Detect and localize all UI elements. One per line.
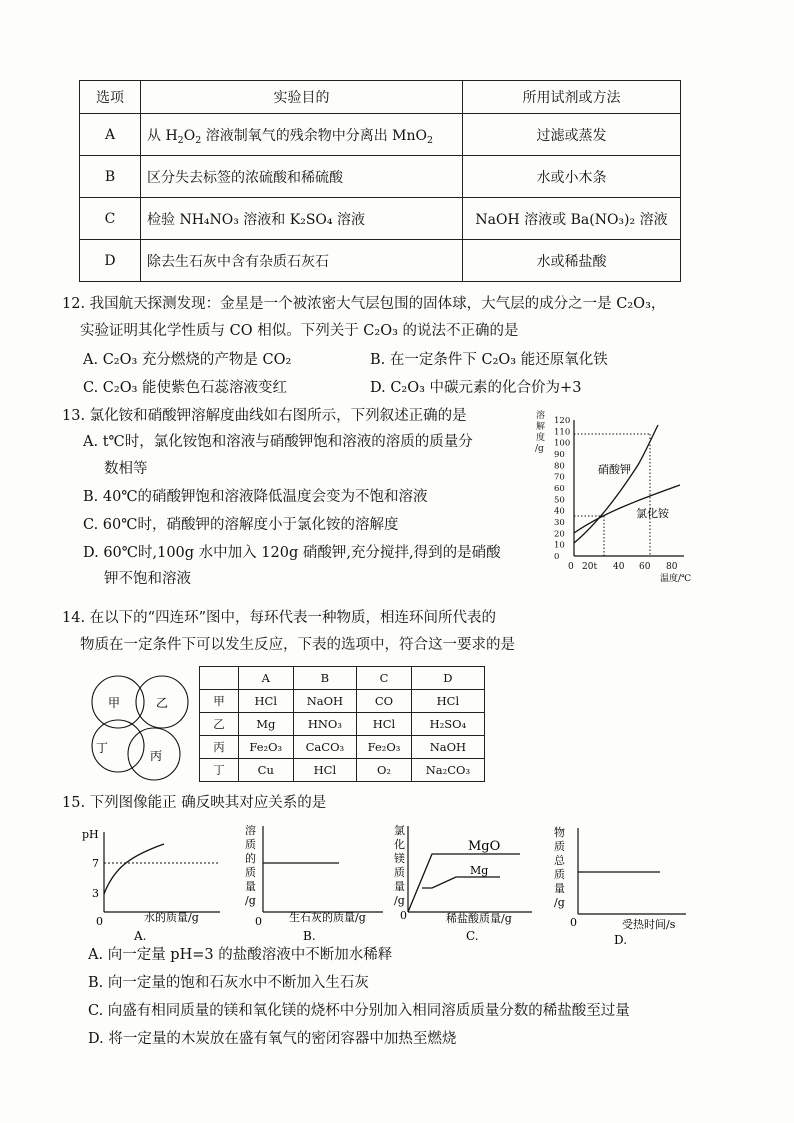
ylabel-char: 化	[394, 838, 405, 851]
table-row	[80, 198, 681, 240]
ring-label-ding: 丁	[96, 741, 109, 755]
y-tick-label: 80	[554, 461, 565, 472]
ylabel-char: 物	[554, 826, 565, 839]
y-tick-label: 50	[554, 495, 565, 506]
q13-option-a-line2: 数相等	[104, 461, 148, 477]
graph-a-tick-3: 3	[92, 887, 99, 900]
cell: Fe₂O₃	[357, 736, 412, 759]
y-tick-label: 20	[554, 529, 565, 540]
y-tick-label: 90	[554, 450, 565, 460]
q13-option-d-line1: D. 60℃时,100g 水中加入 120g 硝酸钾,充分搅拌,得到的是硝酸	[83, 545, 501, 561]
table-row	[200, 736, 485, 759]
ring-label-yi: 乙	[156, 696, 169, 710]
chart-ylabel-4: /g	[535, 444, 544, 454]
table-row	[200, 713, 485, 736]
cell: Fe₂O₃	[239, 736, 294, 759]
q15-option-b: B. 向一定量的饱和石灰水中不断加入生石灰	[88, 975, 369, 991]
x-tick-label: 60	[639, 562, 651, 572]
graph-a-curve	[104, 844, 164, 894]
table-header-row	[80, 81, 681, 114]
header-goal: 实验目的	[141, 81, 463, 114]
q14-options-table	[199, 666, 485, 782]
row-head: 乙	[200, 713, 239, 736]
chart-ylabel-2: 解	[536, 422, 546, 432]
row-option: A	[80, 114, 141, 156]
graph-d	[552, 822, 712, 950]
cell: CaCO₃	[293, 736, 357, 759]
q13-option-c: C. 60℃时，硝酸钾的溶解度小于氯化铵的溶解度	[83, 517, 399, 533]
q14-col-a: A	[239, 667, 294, 690]
solubility-chart	[528, 405, 710, 587]
chart-xlabel: 温度/℃	[660, 574, 692, 584]
q14-stem-line2: 物质在一定条件下可以发生反应，下表的选项中，符合这一要求的是	[80, 637, 515, 653]
x-tick-label: 20t	[582, 562, 598, 572]
cell: NaOH	[411, 736, 484, 759]
nh4cl-label: 氯化铵	[636, 507, 669, 520]
ylabel-char: /g	[245, 894, 256, 907]
q13-option-d-line2: 钾不饱和溶液	[104, 571, 191, 587]
four-rings-diagram	[88, 672, 194, 784]
ylabel-char: 溶	[245, 824, 256, 837]
cell: HCl	[411, 690, 484, 713]
graph-d-xlabel: 受热时间/s	[622, 918, 676, 931]
ylabel-char: 量	[394, 880, 405, 893]
row-goal: 从 $H_2O_2$ 溶液制氧气的残余物中分离出 MnO$_2$	[141, 114, 463, 156]
graph-a-xlabel: 水的质量/g	[144, 911, 199, 924]
row-option: C	[80, 198, 141, 240]
cell: NaOH	[293, 690, 357, 713]
graph-b	[243, 822, 393, 944]
y-tick-label: 70	[554, 472, 565, 483]
graph-a-origin: 0	[96, 915, 103, 928]
q14-col-c: C	[357, 667, 412, 690]
row-method: 水或稀盐酸	[463, 240, 681, 282]
header-method: 所用试剂或方法	[463, 81, 681, 114]
graph-c-caption: C.	[466, 929, 479, 943]
row-goal: 除去生石灰中含有杂质石灰石	[141, 240, 463, 282]
cell: H₂SO₄	[411, 713, 484, 736]
row-goal: 检验 NH₄NO₃ 溶液和 K₂SO₄ 溶液	[141, 198, 463, 240]
ring-label-bing: 丙	[150, 749, 163, 763]
row-method: 过滤或蒸发	[463, 114, 681, 156]
cell: Na₂CO₃	[411, 759, 484, 782]
q13-stem: 13. 氯化铵和硝酸钾溶解度曲线如右图所示，下列叙述正确的是	[62, 408, 467, 424]
graph-c-mgo-label: MgO	[468, 839, 501, 854]
q15-option-c: C. 向盛有相同质量的镁和氧化镁的烧杯中分别加入相同溶质质量分数的稀盐酸至过量	[88, 1003, 630, 1019]
cell: Cu	[239, 759, 294, 782]
ylabel-char: 量	[554, 882, 565, 895]
q15-option-a: A. 向一定量 pH=3 的盐酸溶液中不断加水稀释	[88, 947, 393, 963]
x-tick-label: 40	[613, 562, 625, 572]
q14-col-b: B	[293, 667, 357, 690]
ylabel-char: 质	[394, 866, 405, 879]
ring-label-jia: 甲	[108, 696, 121, 710]
y-tick-label: 30	[554, 518, 565, 528]
experiment-table	[79, 80, 681, 282]
y-tick-label: 0	[554, 552, 560, 562]
q12-stem-line2: 实验证明其化学性质与 CO 相似。下列关于 C₂O₃ 的说法不正确的是	[80, 323, 519, 339]
ylabel-char: 总	[554, 854, 565, 867]
cell: HNO₃	[293, 713, 357, 736]
graph-a-ylabel: pH	[82, 828, 99, 841]
y-tick-label: 110	[554, 427, 571, 438]
ylabel-char: 的	[245, 852, 256, 865]
ylabel-char: 质	[245, 838, 256, 851]
q14-header-row	[200, 667, 485, 690]
row-head: 丙	[200, 736, 239, 759]
q15-option-d: D. 将一定量的木炭放在盛有氧气的密闭容器中加热至燃烧	[88, 1031, 457, 1047]
graph-a-tick-7: 7	[92, 857, 99, 870]
graph-c-mg-line	[422, 877, 500, 888]
table-row	[200, 690, 485, 713]
graph-b-origin: 0	[255, 915, 262, 928]
q14-corner	[200, 667, 239, 690]
table-row	[200, 759, 485, 782]
q15-stem: 15. 下列图像能正 确反映其对应关系的是	[62, 795, 327, 811]
kno3-label: 硝酸钾	[598, 463, 631, 476]
cell: O₂	[357, 759, 412, 782]
graph-c-xlabel: 稀盐酸质量/g	[446, 912, 512, 925]
row-option: D	[80, 240, 141, 282]
y-tick-label: 60	[554, 484, 565, 494]
cell: HCl	[239, 690, 294, 713]
cell: HCl	[293, 759, 357, 782]
q13-option-b: B. 40℃的硝酸钾饱和溶液降低温度会变为不饱和溶液	[83, 489, 428, 505]
graph-b-caption: B.	[303, 929, 316, 943]
header-option: 选项	[80, 81, 141, 114]
cell: CO	[357, 690, 412, 713]
graph-c-mgo-line	[408, 854, 520, 912]
q12-stem-line1: 12. 我国航天探测发现：金星是一个被浓密大气层包围的固体球，大气层的成分之一是 C₂O₃，	[62, 296, 666, 312]
graph-c-mg-label: Mg	[470, 864, 489, 877]
row-goal: 区分失去标签的浓硫酸和稀硫酸	[141, 156, 463, 198]
graph-c-origin: 0	[400, 909, 407, 922]
graph-c	[392, 822, 542, 944]
table-row	[80, 240, 681, 282]
q12-option-a: A. C₂O₃ 充分燃烧的产物是 CO₂	[83, 352, 292, 368]
row-method: NaOH 溶液或 Ba(NO₃)₂ 溶液	[463, 198, 681, 240]
graph-b-xlabel: 生石灰的质量/g	[289, 911, 366, 924]
row-option: B	[80, 156, 141, 198]
q12-option-c: C. C₂O₃ 能使紫色石蕊溶液变红	[83, 380, 288, 396]
chart-ylabel-3: 度	[536, 433, 546, 443]
ylabel-char: 质	[554, 840, 565, 853]
graph-a	[80, 822, 230, 944]
x-tick-label: 80	[666, 562, 678, 572]
graph-d-origin: 0	[570, 916, 577, 929]
ylabel-char: 量	[245, 880, 256, 893]
table-row	[80, 114, 681, 156]
y-tick-label: 40	[554, 506, 565, 517]
graph-d-caption: D.	[614, 933, 628, 947]
row-head: 丁	[200, 759, 239, 782]
ylabel-char: 氯	[394, 824, 405, 837]
chart-ylabel-1: 溶	[536, 411, 546, 421]
cell: Mg	[239, 713, 294, 736]
q13-option-a-line1: A. t℃时，氯化铵饱和溶液与硝酸钾饱和溶液的溶质的质量分	[83, 434, 473, 450]
row-head: 甲	[200, 690, 239, 713]
ylabel-char: 镁	[394, 852, 405, 865]
row-method: 水或小木条	[463, 156, 681, 198]
ylabel-char: /g	[554, 896, 565, 909]
q14-col-d: D	[411, 667, 484, 690]
q12-option-d: D. C₂O₃ 中碳元素的化合价为+3	[370, 380, 582, 396]
q14-stem-line1: 14. 在以下的“四连环”图中，每环代表一种物质，相连环间所代表的	[62, 610, 496, 626]
cell: HCl	[357, 713, 412, 736]
q12-option-b: B. 在一定条件下 C₂O₃ 能还原氧化铁	[370, 352, 608, 368]
x-tick-label: 0	[568, 562, 574, 572]
y-tick-label: 100	[554, 438, 571, 449]
ylabel-char: 质	[245, 866, 256, 879]
graph-a-caption: A.	[134, 929, 147, 943]
ylabel-char: /g	[394, 894, 405, 907]
y-tick-label: 10	[554, 540, 565, 551]
table-row	[80, 156, 681, 198]
ylabel-char: 质	[554, 868, 565, 881]
y-tick-label: 120	[554, 416, 571, 426]
